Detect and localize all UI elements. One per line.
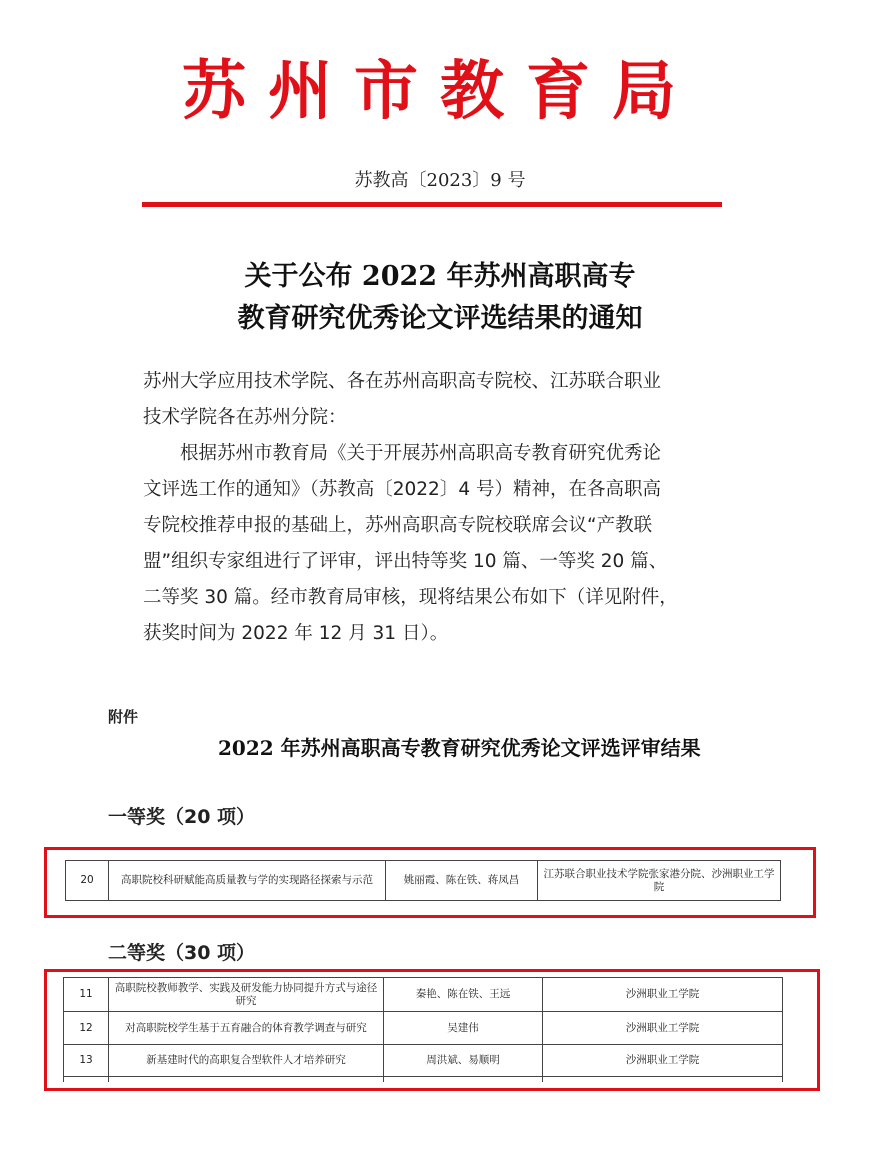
attachment-label: 附件 [108,708,139,726]
row-number: 12 [64,1012,109,1045]
paper-institution: 沙洲职业工学院 [543,1045,783,1077]
paper-authors: 周洪斌、易顺明 [384,1045,543,1077]
highlight-box-second-prize [44,969,820,1091]
document-number: 苏教高〔2023〕9 号 [354,170,526,191]
notice-body [143,364,733,652]
row-number: 20 [66,861,109,901]
paper-institution: 沙洲职业工学院 [543,1012,783,1045]
paper-title: 高职院校科研赋能高质量教与学的实现路径探索与示范 [109,861,386,901]
body-line: 文评选工作的通知》（苏教高〔2022〕4 号）精神，在各高职高 [143,479,661,500]
notice-title-line-2: 教育研究优秀论文评选结果的通知 [237,303,643,334]
attachment-title: 2022 年苏州高职高专教育研究优秀论文评选评审结果 [218,736,701,760]
paper-institution: 江苏联合职业技术学院张家港分院、沙洲职业工学院 [538,861,781,901]
body-line: 二等奖 30 篇。经市教育局审核，现将结果公布如下（详见附件， [143,587,678,608]
paper-authors: 姚丽霞、陈在铁、蒋凤昌 [386,861,538,901]
red-divider [142,202,722,207]
row-number: 13 [64,1045,109,1077]
body-line: 专院校推荐申报的基础上，苏州高职高专院校联席会议“产教联 [143,515,653,536]
first-prize-heading: 一等奖（20 项） [108,806,256,828]
masthead-title: 苏州市教育局 [182,54,698,129]
second-prize-heading: 二等奖（30 项） [108,942,256,964]
row-number: 11 [64,978,109,1012]
highlight-box-first-prize [44,847,816,918]
paper-authors: 秦艳、陈在铁、王远 [384,978,543,1012]
notice-title-line-1: 关于公布 2022 年苏州高职高专 [244,261,636,292]
paper-title: 高职院校教师教学、实践及研发能力协同提升方式与途径研究 [109,978,384,1012]
paper-authors: 吴建伟 [384,1012,543,1045]
body-line: 盟”组织专家组进行了评审，评出特等奖 10 篇、一等奖 20 篇、 [143,551,668,572]
body-line: 技术学院各在苏州分院： [143,407,347,428]
body-line: 根据苏州市教育局《关于开展苏州高职高专教育研究优秀论 [143,443,662,464]
paper-title: 新基建时代的高职复合型软件人才培养研究 [109,1045,384,1077]
paper-title: 对高职院校学生基于五育融合的体育教学调查与研究 [109,1012,384,1045]
paper-institution: 沙洲职业工学院 [543,978,783,1012]
body-line: 苏州大学应用技术学院、各在苏州高职高专院校、江苏联合职业 [143,371,662,392]
body-line: 获奖时间为 2022 年 12 月 31 日）。 [143,623,449,644]
